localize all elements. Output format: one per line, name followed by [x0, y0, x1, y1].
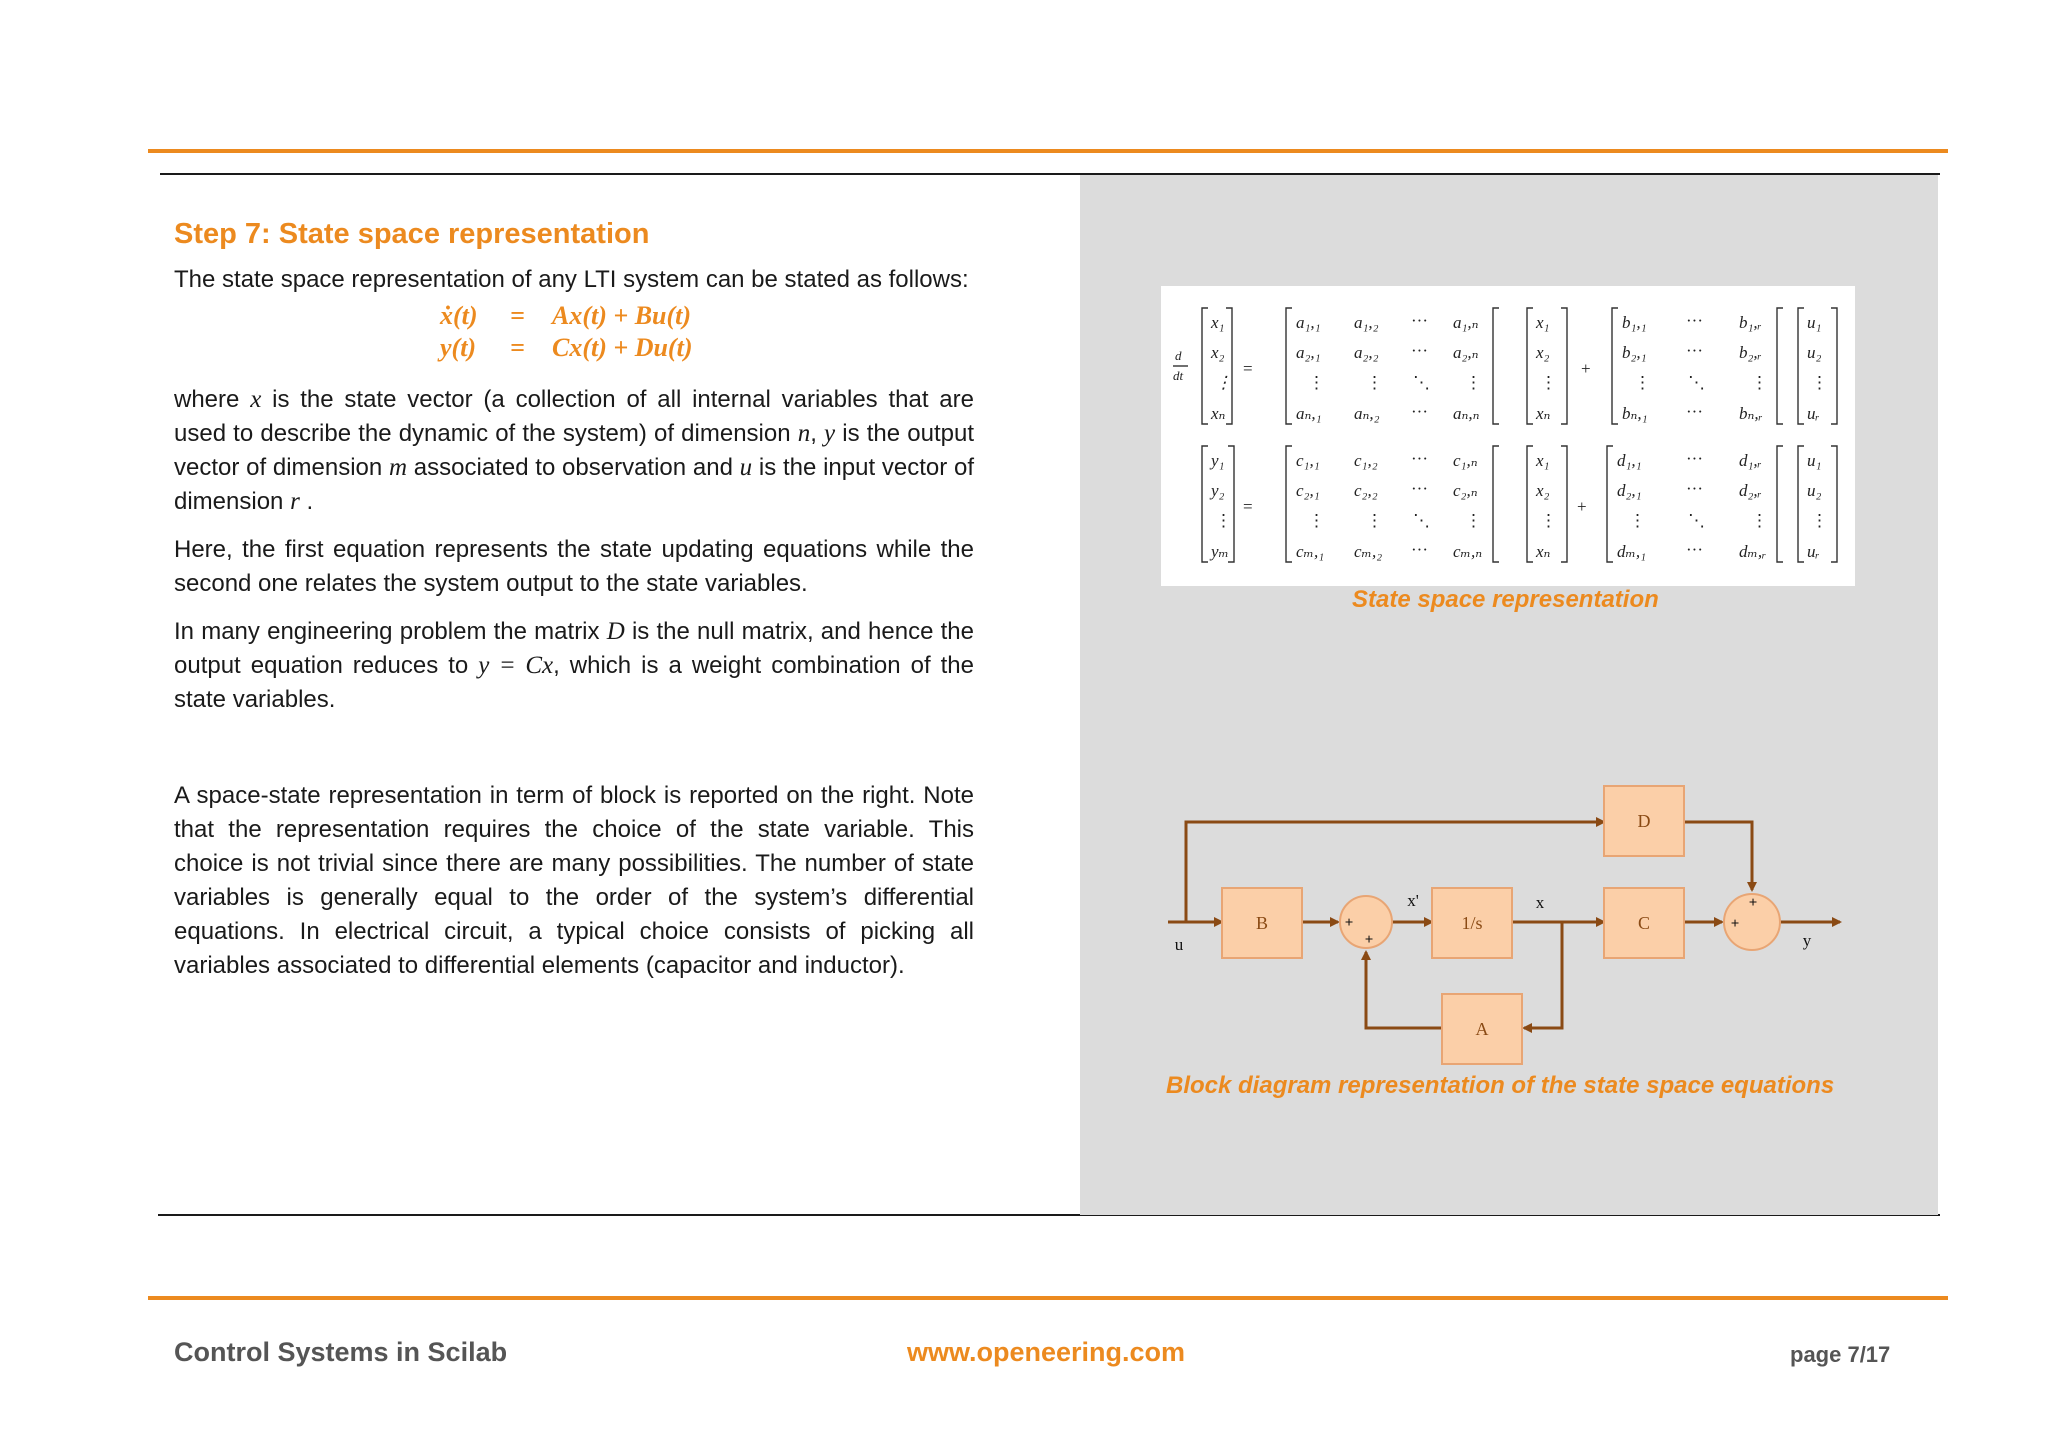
text-span: ,	[810, 420, 825, 447]
block-diagram-caption: Block diagram representation of the state space equations	[1166, 1072, 1835, 1099]
svg-text:a₂,ₙ: a₂,ₙ	[1453, 343, 1479, 362]
svg-text:···: ···	[1686, 479, 1703, 498]
block-A-label: A	[1475, 1019, 1489, 1039]
svg-text:cₘ,₂: cₘ,₂	[1354, 542, 1383, 561]
sum1-plus-bottom: +	[1364, 932, 1374, 948]
block-C-label: C	[1637, 913, 1651, 933]
svg-text:=: =	[1243, 359, 1253, 378]
svg-text:bₙ,ᵣ: bₙ,ᵣ	[1739, 404, 1763, 423]
svg-text:⋮: ⋮	[1751, 511, 1768, 530]
svg-text:c₂,₁: c₂,₁	[1296, 481, 1320, 500]
svg-text:aₙ,₂: aₙ,₂	[1354, 404, 1380, 423]
svg-text:a₁,₂: a₁,₂	[1354, 313, 1379, 332]
svg-text:···: ···	[1686, 449, 1703, 468]
svg-text:⋮: ⋮	[1465, 511, 1482, 530]
variables-paragraph	[174, 383, 974, 519]
svg-text:c₁,₁: c₁,₁	[1296, 451, 1320, 470]
math-u: u	[739, 454, 753, 481]
block-integrator-label: 1/s	[1461, 913, 1483, 933]
svg-text:yₘ: yₘ	[1211, 542, 1229, 561]
svg-text:c₁,₂: c₁,₂	[1354, 451, 1378, 470]
svg-text:x₁: x₁	[1211, 313, 1225, 332]
svg-text:⋮: ⋮	[1811, 511, 1828, 530]
eq1-equals: =	[510, 301, 525, 330]
svg-text:c₂,ₙ: c₂,ₙ	[1453, 481, 1478, 500]
svg-text:b₁,₁: b₁,₁	[1622, 313, 1647, 332]
svg-text:x₁: x₁	[1536, 451, 1550, 470]
svg-text:d₁,ᵣ: d₁,ᵣ	[1739, 451, 1762, 470]
svg-text:y₂: y₂	[1211, 481, 1225, 500]
svg-text:a₂,₁: a₂,₁	[1296, 343, 1321, 362]
svg-text:=: =	[1243, 497, 1253, 516]
svg-text:c₁,ₙ: c₁,ₙ	[1453, 451, 1478, 470]
svg-text:cₘ,₁: cₘ,₁	[1296, 542, 1325, 561]
svg-text:bₙ,₁: bₙ,₁	[1622, 404, 1648, 423]
svg-text:x₂: x₂	[1211, 343, 1225, 362]
svg-text:d₂,₁: d₂,₁	[1617, 481, 1642, 500]
text-span: In many engineering problem the matrix	[174, 618, 607, 645]
math-r: r	[290, 488, 300, 515]
svg-text:d₁,₁: d₁,₁	[1617, 451, 1642, 470]
svg-text:⋱: ⋱	[1688, 373, 1705, 392]
null-matrix-paragraph	[174, 615, 974, 717]
svg-text:⋮: ⋮	[1629, 511, 1646, 530]
svg-text:dₘ,₁: dₘ,₁	[1617, 542, 1647, 561]
math-n: n	[797, 420, 811, 447]
svg-text:⋮: ⋮	[1751, 373, 1768, 392]
svg-text:uᵣ: uᵣ	[1807, 542, 1820, 561]
svg-text:⋮: ⋮	[1465, 373, 1482, 392]
signal-y: y	[1802, 931, 1812, 950]
svg-text:x₂: x₂	[1536, 343, 1550, 362]
math-output-eq: y = Cx	[478, 652, 554, 679]
svg-text:a₁,ₙ: a₁,ₙ	[1453, 313, 1479, 332]
svg-text:⋱: ⋱	[1688, 511, 1705, 530]
svg-text:x₁: x₁	[1536, 313, 1550, 332]
svg-text:···: ···	[1411, 449, 1428, 468]
svg-text:a₂,₂: a₂,₂	[1354, 343, 1379, 362]
svg-text:a₁,₁: a₁,₁	[1296, 313, 1321, 332]
footer-website-link[interactable]: www.openeering.com	[907, 1337, 1186, 1367]
matrix-figure-caption: State space representation	[1352, 586, 1659, 613]
svg-text:u₁: u₁	[1807, 313, 1822, 332]
sum2-plus-top: +	[1748, 895, 1758, 911]
svg-text:aₙ,ₙ: aₙ,ₙ	[1453, 404, 1480, 423]
svg-text:⋮: ⋮	[1540, 373, 1557, 392]
text-span: where	[174, 386, 251, 413]
svg-text:+: +	[1581, 359, 1591, 378]
text-span: is the input vector of dimension	[174, 454, 974, 515]
matrix-row2-text	[1209, 449, 1828, 561]
block-B-label: B	[1255, 913, 1269, 933]
footer-orange-rule	[148, 1296, 1948, 1300]
block-diagram	[1080, 770, 1938, 1090]
text-span: , which is a weight combination of the state variables.	[174, 652, 974, 713]
math-D: D	[606, 618, 625, 645]
text-span: .	[299, 488, 314, 515]
math-x: x	[250, 386, 262, 413]
sum2-plus-left: +	[1730, 916, 1740, 932]
svg-text:⋮: ⋮	[1366, 373, 1383, 392]
matrix-equations-svg	[1161, 286, 1855, 586]
svg-text:y₁: y₁	[1211, 451, 1225, 470]
matrix-figure	[1161, 286, 1855, 586]
text-span: is the output vector of dimension	[174, 420, 974, 481]
blocks	[1222, 786, 1780, 1064]
svg-text:···: ···	[1686, 402, 1703, 421]
svg-text:⋮: ⋮	[1308, 373, 1325, 392]
svg-text:···: ···	[1411, 341, 1428, 360]
svg-text:···: ···	[1686, 540, 1703, 559]
svg-text:+: +	[1577, 497, 1587, 516]
footer-document-title: Control Systems in Scilab	[174, 1337, 508, 1367]
eq2-equals: =	[510, 333, 525, 362]
signal-x: x	[1535, 893, 1545, 912]
svg-text:dₘ,ᵣ: dₘ,ᵣ	[1739, 542, 1767, 561]
block-diagram-paragraph: A space-state representation in term of block is reported on the right. Note that the representation requires the choice of the state variable. This choice is not trivial since there are many possibilities. The number of state variables is generally equal to the order of the system’s differential equations. In electrical circuit, a typical choice consists of picking all variables associated to differential elements (capacitor and inductor).	[174, 782, 974, 979]
svg-text:c₂,₂: c₂,₂	[1354, 481, 1378, 500]
svg-text:u₂: u₂	[1807, 481, 1822, 500]
svg-text:⋮: ⋮	[1634, 373, 1651, 392]
svg-text:dt: dt	[1173, 368, 1184, 383]
svg-text:⋮: ⋮	[1215, 511, 1232, 530]
svg-text:⋮: ⋮	[1540, 511, 1557, 530]
svg-text:⋮: ⋮	[1308, 511, 1325, 530]
svg-text:b₁,ᵣ: b₁,ᵣ	[1739, 313, 1762, 332]
svg-text:d₂,ᵣ: d₂,ᵣ	[1739, 481, 1762, 500]
page-title: Step 7: State space representation	[174, 218, 650, 250]
block-D-label: D	[1637, 811, 1651, 831]
math-y: y	[824, 420, 836, 447]
svg-text:···: ···	[1686, 311, 1703, 330]
svg-text:u₂: u₂	[1807, 343, 1822, 362]
state-equations	[174, 301, 974, 371]
math-m: m	[389, 454, 408, 481]
text-span: associated to observation and	[407, 454, 740, 481]
intro-paragraph: The state space representation of any LTI system can be stated as follows:	[174, 266, 969, 293]
text-span: is the state vector (a collection of all internal variables that are used to describe the dynamic of the system) of dimension	[174, 386, 974, 447]
svg-text:uᵣ: uᵣ	[1807, 404, 1820, 423]
header-orange-rule	[148, 149, 1948, 153]
svg-text:···: ···	[1411, 479, 1428, 498]
footer-page-number: page 7/17	[1790, 1342, 1891, 1367]
text-span: is the null matrix, and hence the output equation reduces to	[174, 618, 974, 679]
eq2-lhs: y(t)	[440, 333, 477, 362]
matrix-brackets	[1173, 308, 1837, 562]
signal-xdot: x'	[1407, 891, 1419, 910]
content-column	[174, 218, 974, 983]
svg-text:⋮: ⋮	[1366, 511, 1383, 530]
eq2-rhs: Cx(t) + Du(t)	[552, 333, 693, 362]
svg-text:aₙ,₁: aₙ,₁	[1296, 404, 1322, 423]
svg-text:···: ···	[1686, 341, 1703, 360]
svg-text:d: d	[1175, 348, 1182, 363]
svg-text:xₙ: xₙ	[1536, 542, 1551, 561]
sum1-plus-left: +	[1344, 915, 1354, 931]
svg-text:⋱: ⋱	[1413, 511, 1430, 530]
svg-text:xₙ: xₙ	[1211, 404, 1226, 423]
svg-text:x₂: x₂	[1536, 481, 1550, 500]
matrix-row1-text	[1210, 311, 1828, 423]
svg-text:xₙ: xₙ	[1536, 404, 1551, 423]
svg-text:cₘ,ₙ: cₘ,ₙ	[1453, 542, 1483, 561]
svg-text:···: ···	[1411, 540, 1428, 559]
svg-text:···: ···	[1411, 402, 1428, 421]
svg-text:···: ···	[1411, 311, 1428, 330]
update-equations-paragraph: Here, the first equation represents the state updating equations while the second one relates the system output to the state variables.	[174, 536, 974, 597]
svg-text:⋮: ⋮	[1811, 373, 1828, 392]
eq1-lhs: ẋ(t)	[440, 301, 478, 330]
svg-text:b₂,₁: b₂,₁	[1622, 343, 1647, 362]
signal-u: u	[1174, 935, 1184, 954]
svg-text:⋮: ⋮	[1215, 373, 1232, 392]
eq1-rhs: Ax(t) + Bu(t)	[552, 301, 692, 330]
svg-text:u₁: u₁	[1807, 451, 1822, 470]
svg-text:b₂,ᵣ: b₂,ᵣ	[1739, 343, 1762, 362]
svg-text:⋱: ⋱	[1413, 373, 1430, 392]
